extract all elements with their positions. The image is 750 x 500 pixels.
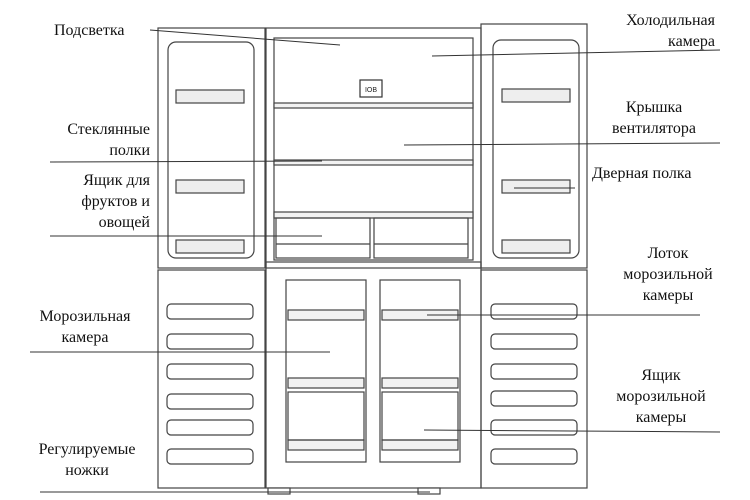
right-upper-door-inner xyxy=(493,40,579,258)
crisper-drawer-right xyxy=(374,218,468,258)
label-freezer-drawer: Ящик морозильной камеры xyxy=(616,367,706,426)
label-fan-cover: Крышка вентилятора xyxy=(612,99,696,137)
freezer-door-drawers xyxy=(167,304,577,464)
label-glass-shelves: Стеклянные полки xyxy=(67,121,150,159)
crisper-drawers xyxy=(274,212,473,258)
label-fridge: Холодильная камера xyxy=(626,12,715,50)
label-freezer-tray: Лоток морозильной камеры xyxy=(623,245,713,304)
crisper-drawer-left xyxy=(276,218,370,258)
freezer-left-inner xyxy=(286,280,366,462)
freezer-drawers xyxy=(288,392,458,440)
label-freezer: Морозильная камера xyxy=(39,308,131,346)
label-door-shelf: Дверная полка xyxy=(592,165,692,182)
glass-shelf xyxy=(274,103,473,108)
glass-shelves xyxy=(274,103,473,165)
left-upper-door-inner xyxy=(168,42,254,258)
label-adjustable-feet: Регулируемые ножки xyxy=(38,441,136,479)
freezer-right-inner xyxy=(380,280,460,462)
label-lighting: Подсветка xyxy=(54,22,125,39)
adjustable-feet-shapes xyxy=(268,488,440,494)
display-badge-text: IOB xyxy=(364,87,378,94)
right-upper-door xyxy=(481,24,587,268)
freezer-trays xyxy=(288,310,458,450)
door-racks xyxy=(176,89,570,253)
freezer-compartment xyxy=(266,262,481,488)
label-crisper: Ящик для фруктов и овощей xyxy=(81,172,150,231)
left-upper-door xyxy=(158,28,265,268)
